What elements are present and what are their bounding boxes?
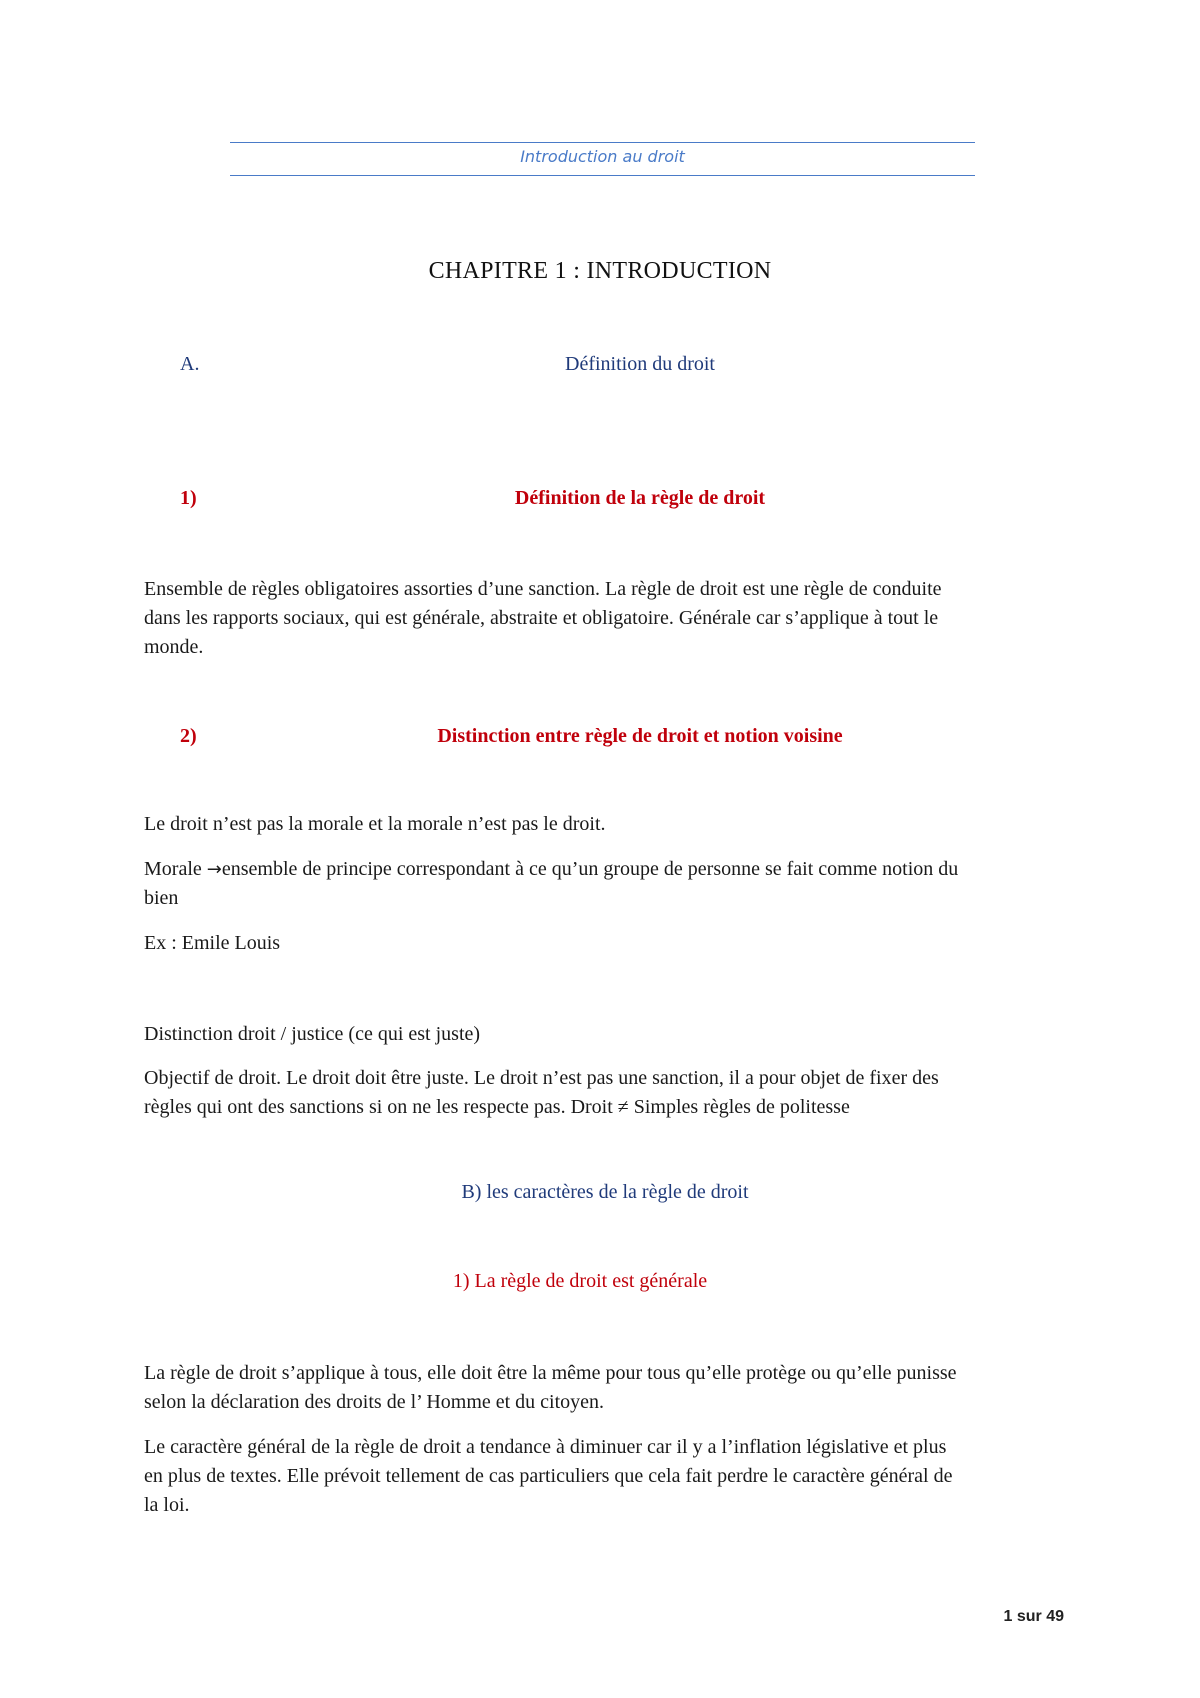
paragraph-example [144,929,1064,958]
paragraph-line: Ex : Emile Louis [144,932,281,954]
paragraph-line: monde. [144,636,204,658]
paragraph-morale-droit [144,810,1064,839]
paragraph-line: selon la déclaration des droits de l’ Homme et du citoyen. [144,1391,605,1413]
chapter-title: CHAPITRE 1 : INTRODUCTION [428,258,772,284]
arrow-right-icon: → [206,859,222,880]
morale-definition-text: ensemble de principe correspondant à ce qu’un groupe de personne se fait comme notion du [221,858,959,880]
paragraph-line: en plus de textes. Elle prévoit tellement de cas particuliers que cela fait perdre le caractère général de [144,1465,953,1487]
paragraph-line: Objectif de droit. Le droit doit être juste. Le droit n’est pas une sanction, il a pour objet de fixer des [144,1067,939,1089]
paragraph-line: Le droit n’est pas la morale et la morale n’est pas le droit. [144,813,606,835]
section-a-title: Définition du droit [565,353,715,375]
subsection-1-marker: 1) [180,487,197,509]
paragraph-definition [144,575,1064,662]
paragraph-line: Ensemble de règles obligatoires assorties d’une sanction. La règle de droit est une règle de conduite [144,578,942,600]
paragraph-generale [144,1359,1064,1417]
paragraph-line: Distinction droit / justice (ce qui est juste) [144,1023,481,1045]
morale-label: Morale [144,858,202,880]
paragraph-line: Le caractère général de la règle de droit a tendance à diminuer car il y a l’inflation législative et plus [144,1436,947,1458]
paragraph-morale-definition [144,855,1064,913]
paragraph-line: La règle de droit s’applique à tous, elle doit être la même pour tous qu’elle protège ou qu’elle punisse [144,1362,957,1384]
header-title: Introduction au droit [520,147,685,166]
running-header [230,142,975,176]
paragraph-line [144,855,1064,884]
subsection-1-title: Définition de la règle de droit [514,487,766,509]
paragraph-line: bien [144,887,179,909]
paragraph-line: règles qui ont des sanctions si on ne les respecte pas. Droit ≠ Simples règles de politesse [144,1096,850,1118]
subsection-2-title: Distinction entre règle de droit et notion voisine [437,725,843,747]
subsection-b1-title: 1) La règle de droit est générale [452,1270,708,1292]
paragraph-line: dans les rapports sociaux, qui est générale, abstraite et obligatoire. Générale car s’applique à tout le [144,607,939,629]
paragraph-line: la loi. [144,1494,190,1516]
paragraph-inflation [144,1433,1064,1520]
paragraph-objectif [144,1064,1064,1122]
page-number: 1 sur 49 [1003,1608,1064,1625]
subsection-2-marker: 2) [180,725,197,747]
section-a-marker: A. [180,353,200,375]
section-b-title: B) les caractères de la règle de droit [461,1181,749,1203]
paragraph-distinction-justice [144,1020,1064,1049]
